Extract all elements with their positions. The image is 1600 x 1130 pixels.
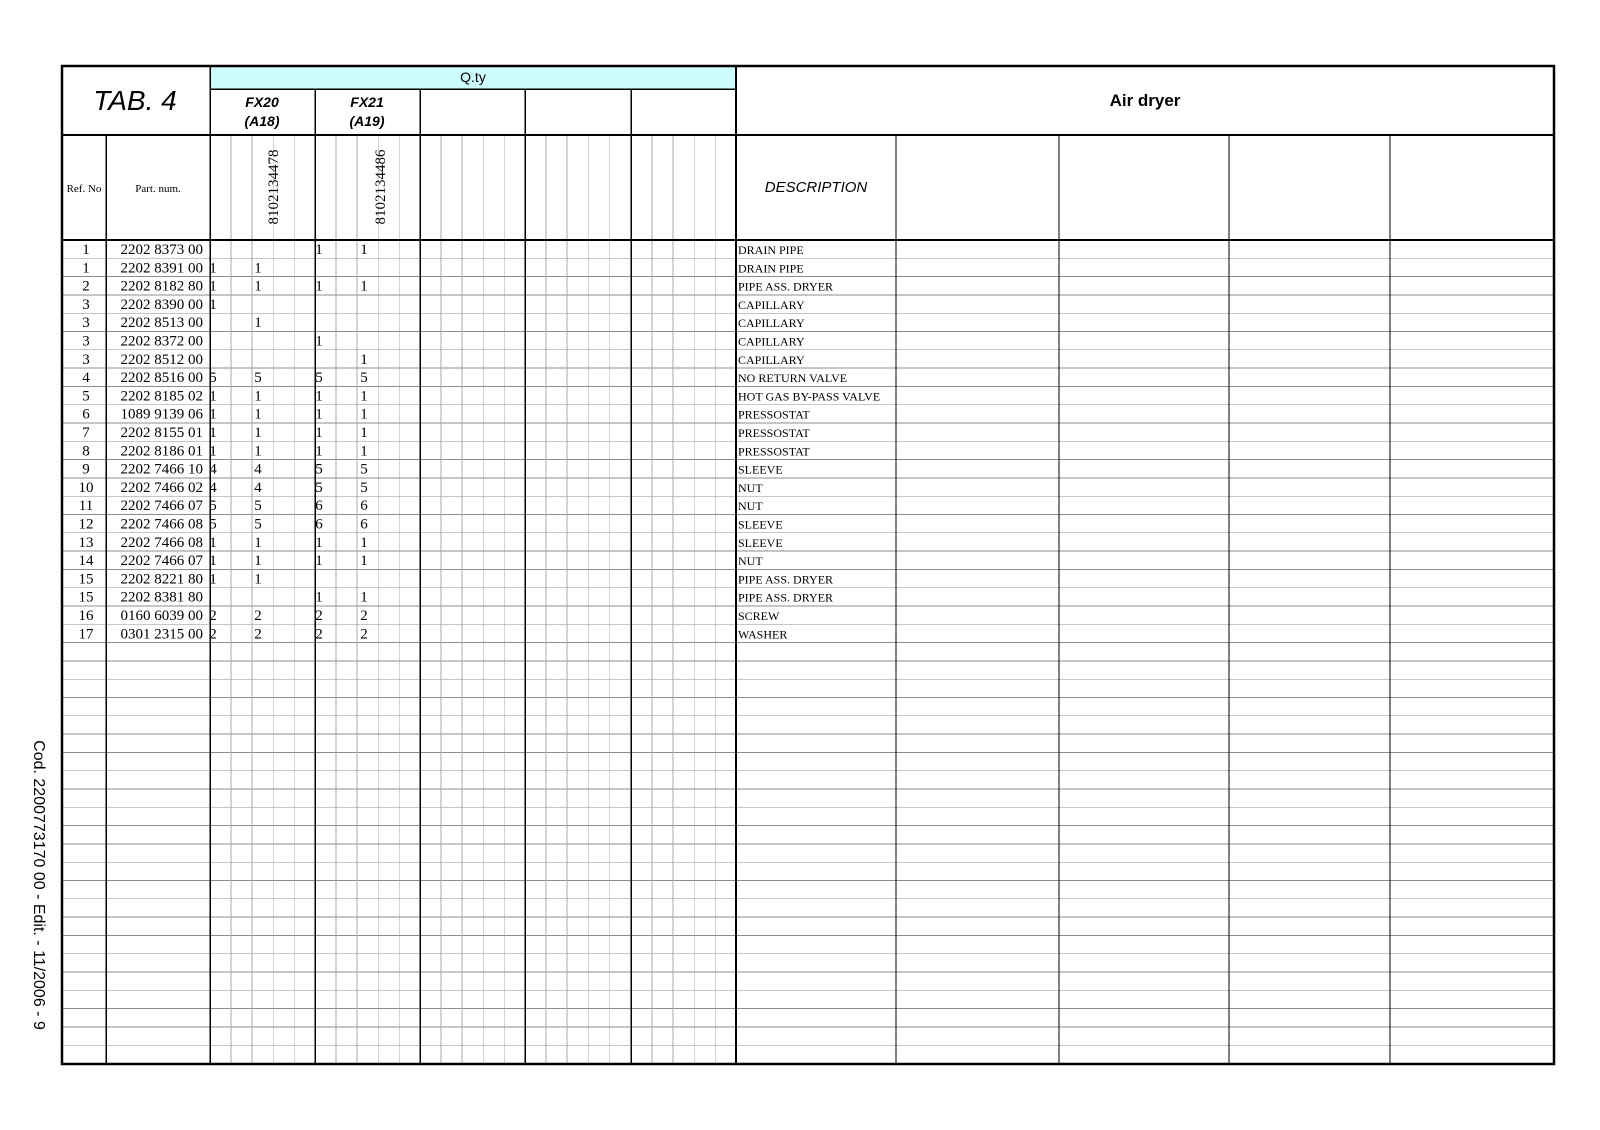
row-quantity: 1 bbox=[360, 406, 368, 423]
row-quantity: 1 bbox=[360, 278, 368, 295]
row-ref-no: 1 bbox=[82, 242, 90, 258]
table-row bbox=[82, 334, 805, 350]
row-description: SLEEVE bbox=[738, 535, 783, 550]
column-header-description: DESCRIPTION bbox=[764, 179, 868, 196]
row-quantity: 1 bbox=[254, 388, 262, 405]
row-part-number: 2202 8390 00 bbox=[120, 296, 203, 313]
row-description: CAPILLARY bbox=[738, 297, 805, 312]
row-ref-no: 8 bbox=[82, 443, 90, 460]
row-ref-no: 9 bbox=[82, 461, 90, 478]
row-quantity: 2 bbox=[254, 608, 262, 624]
row-quantity: 5 bbox=[315, 479, 323, 496]
row-part-number: 2202 7466 02 bbox=[120, 479, 203, 496]
row-quantity: 5 bbox=[209, 370, 217, 387]
row-description: NO RETURN VALVE bbox=[738, 371, 848, 386]
column-header-ref: Ref. No bbox=[66, 183, 102, 195]
row-quantity: 1 bbox=[254, 406, 262, 423]
parts-rows bbox=[79, 242, 881, 642]
row-quantity: 2 bbox=[360, 626, 368, 643]
table-row bbox=[79, 517, 783, 533]
row-part-number: 2202 7466 07 bbox=[120, 498, 203, 515]
row-ref-no: 17 bbox=[78, 626, 94, 643]
row-quantity: 1 bbox=[315, 242, 323, 258]
table-row bbox=[79, 626, 788, 642]
row-description: NUT bbox=[738, 480, 763, 495]
row-quantity: 2 bbox=[209, 626, 217, 643]
row-quantity: 5 bbox=[360, 370, 368, 387]
row-quantity: 4 bbox=[209, 479, 217, 496]
document-code: Cod. 2200773170 00 - Edit. - 11/2006 - 9 bbox=[30, 740, 47, 1030]
table-row bbox=[82, 315, 805, 331]
row-ref-no: 4 bbox=[82, 370, 90, 387]
row-ref-no: 1 bbox=[82, 260, 90, 277]
table-row bbox=[82, 462, 782, 478]
row-quantity: 1 bbox=[360, 242, 368, 258]
table-row bbox=[82, 260, 803, 276]
row-quantity: 1 bbox=[209, 534, 217, 551]
table-row bbox=[82, 407, 810, 423]
row-part-number: 2202 8373 00 bbox=[120, 242, 203, 258]
row-ref-no: 15 bbox=[78, 589, 94, 606]
row-ref-no: 13 bbox=[78, 534, 94, 551]
row-quantity: 6 bbox=[315, 516, 323, 533]
table-row bbox=[82, 297, 805, 313]
row-quantity: 6 bbox=[315, 498, 323, 515]
row-ref-no: 7 bbox=[82, 425, 90, 441]
row-quantity: 1 bbox=[209, 425, 217, 441]
row-part-number: 0301 2315 00 bbox=[120, 626, 203, 643]
column-header-part: Part. num. bbox=[135, 183, 181, 195]
model-name-fx21: FX21 bbox=[350, 94, 384, 110]
row-part-number: 2202 8186 01 bbox=[120, 443, 203, 460]
row-quantity: 2 bbox=[209, 608, 217, 624]
table-row bbox=[79, 590, 834, 606]
row-quantity: 5 bbox=[254, 370, 262, 387]
row-description: NUT bbox=[738, 554, 763, 569]
row-ref-no: 2 bbox=[82, 278, 90, 295]
row-quantity: 6 bbox=[360, 498, 368, 515]
row-part-number: 2202 8516 00 bbox=[120, 370, 203, 387]
row-description: CAPILLARY bbox=[738, 352, 805, 367]
row-quantity: 5 bbox=[254, 498, 262, 515]
row-description: DRAIN PIPE bbox=[738, 261, 804, 276]
row-quantity: 1 bbox=[254, 425, 262, 441]
row-quantity: 1 bbox=[315, 425, 323, 441]
row-part-number: 2202 8182 80 bbox=[120, 278, 203, 295]
row-quantity: 1 bbox=[315, 406, 323, 423]
row-description: PIPE ASS. DRYER bbox=[738, 590, 834, 605]
row-quantity: 2 bbox=[315, 608, 323, 624]
row-description: PRESSOSTAT bbox=[738, 426, 810, 440]
table-row bbox=[82, 242, 803, 258]
row-quantity: 1 bbox=[254, 443, 262, 460]
row-ref-no: 3 bbox=[82, 333, 90, 350]
row-description: CAPILLARY bbox=[738, 334, 805, 349]
row-quantity: 1 bbox=[315, 388, 323, 405]
row-quantity: 1 bbox=[254, 315, 262, 332]
serial-fx20: 8102134478 bbox=[266, 149, 282, 225]
row-quantity: 5 bbox=[360, 461, 368, 478]
row-part-number: 2202 8221 80 bbox=[120, 571, 203, 588]
row-quantity: 1 bbox=[315, 333, 323, 350]
row-quantity: 1 bbox=[209, 388, 217, 405]
row-quantity: 5 bbox=[209, 498, 217, 515]
row-part-number: 2202 8155 01 bbox=[120, 425, 203, 441]
row-description: CAPILLARY bbox=[738, 316, 805, 331]
row-quantity: 1 bbox=[315, 278, 323, 295]
row-part-number: 2202 7466 08 bbox=[120, 534, 203, 551]
row-quantity: 5 bbox=[209, 516, 217, 533]
row-quantity: 6 bbox=[360, 516, 368, 533]
row-quantity: 1 bbox=[209, 406, 217, 423]
row-quantity: 1 bbox=[209, 443, 217, 460]
row-quantity: 4 bbox=[254, 479, 262, 496]
serial-fx21: 8102134486 bbox=[373, 149, 389, 225]
row-quantity: 1 bbox=[315, 534, 323, 551]
row-description: PRESSOSTAT bbox=[738, 444, 810, 459]
row-description: SCREW bbox=[738, 609, 780, 623]
row-part-number: 1089 9139 06 bbox=[120, 406, 203, 423]
row-quantity: 5 bbox=[360, 479, 368, 496]
row-part-number: 2202 7466 08 bbox=[120, 516, 203, 533]
table-label: TAB. 4 bbox=[93, 85, 177, 116]
row-quantity: 4 bbox=[209, 461, 217, 478]
table-row bbox=[82, 370, 847, 386]
row-part-number: 2202 8372 00 bbox=[120, 333, 203, 350]
model-code-a18: (A18) bbox=[244, 113, 280, 129]
row-description: PIPE ASS. DRYER bbox=[738, 572, 834, 587]
page-title: Air dryer bbox=[1109, 91, 1181, 110]
row-quantity: 1 bbox=[360, 589, 368, 606]
table-row bbox=[79, 571, 834, 587]
row-quantity: 1 bbox=[360, 443, 368, 460]
row-description: WASHER bbox=[738, 627, 788, 642]
row-quantity: 1 bbox=[209, 296, 217, 313]
row-quantity: 1 bbox=[209, 260, 217, 277]
qty-header: Q.ty bbox=[460, 69, 486, 85]
model-name-fx20: FX20 bbox=[245, 94, 279, 110]
table-row bbox=[79, 553, 764, 569]
row-ref-no: 12 bbox=[78, 516, 94, 533]
row-quantity: 1 bbox=[360, 388, 368, 405]
table-row bbox=[82, 279, 833, 295]
row-ref-no: 6 bbox=[82, 406, 90, 423]
row-quantity: 1 bbox=[254, 260, 262, 277]
row-ref-no: 5 bbox=[82, 388, 90, 405]
table-row bbox=[82, 425, 810, 441]
row-description: NUT bbox=[738, 499, 763, 514]
table-row bbox=[79, 480, 764, 496]
row-quantity: 2 bbox=[360, 608, 368, 624]
row-quantity: 1 bbox=[360, 534, 368, 551]
table-row bbox=[79, 608, 781, 624]
row-quantity: 1 bbox=[315, 553, 323, 570]
row-description: PRESSOSTAT bbox=[738, 407, 810, 422]
row-description: SLEEVE bbox=[738, 462, 783, 477]
row-quantity: 1 bbox=[209, 553, 217, 570]
row-part-number: 2202 8512 00 bbox=[120, 351, 203, 368]
row-quantity: 2 bbox=[315, 626, 323, 643]
row-quantity: 1 bbox=[209, 278, 217, 295]
row-quantity: 1 bbox=[209, 571, 217, 588]
row-description: PIPE ASS. DRYER bbox=[738, 279, 834, 294]
table-row bbox=[82, 443, 810, 459]
row-quantity: 1 bbox=[315, 589, 323, 606]
row-quantity: 1 bbox=[254, 278, 262, 295]
row-quantity: 1 bbox=[360, 351, 368, 368]
row-quantity: 1 bbox=[254, 553, 262, 570]
row-part-number: 2202 7466 07 bbox=[120, 553, 203, 570]
row-description: HOT GAS BY-PASS VALVE bbox=[738, 389, 881, 404]
row-ref-no: 14 bbox=[78, 553, 94, 570]
table-row bbox=[82, 388, 880, 404]
row-description: DRAIN PIPE bbox=[738, 243, 804, 257]
row-quantity: 1 bbox=[254, 571, 262, 588]
row-part-number: 2202 7466 10 bbox=[120, 461, 203, 478]
row-ref-no: 16 bbox=[78, 608, 94, 624]
row-quantity: 5 bbox=[315, 461, 323, 478]
table-frame bbox=[62, 66, 1554, 1064]
row-ref-no: 3 bbox=[82, 351, 90, 368]
row-part-number: 2202 8391 00 bbox=[120, 260, 203, 277]
row-ref-no: 11 bbox=[78, 498, 94, 515]
row-part-number: 2202 8513 00 bbox=[120, 315, 203, 332]
model-code-a19: (A19) bbox=[349, 113, 385, 129]
row-ref-no: 15 bbox=[78, 571, 94, 588]
row-quantity: 1 bbox=[360, 425, 368, 441]
row-quantity: 2 bbox=[254, 626, 262, 643]
row-part-number: 0160 6039 00 bbox=[120, 608, 203, 624]
table-row bbox=[79, 535, 783, 551]
row-quantity: 4 bbox=[254, 461, 262, 478]
header-lines bbox=[62, 66, 1554, 1064]
row-description: SLEEVE bbox=[738, 517, 783, 532]
row-quantity: 1 bbox=[254, 534, 262, 551]
row-quantity: 1 bbox=[315, 443, 323, 460]
row-ref-no: 10 bbox=[78, 479, 94, 496]
row-ref-no: 3 bbox=[82, 296, 90, 313]
row-quantity: 5 bbox=[254, 516, 262, 533]
table-row bbox=[82, 352, 805, 368]
row-quantity: 5 bbox=[315, 370, 323, 387]
row-quantity: 1 bbox=[360, 553, 368, 570]
row-ref-no: 3 bbox=[82, 315, 90, 332]
table-row bbox=[79, 498, 764, 514]
row-part-number: 2202 8185 02 bbox=[120, 388, 203, 405]
row-part-number: 2202 8381 80 bbox=[120, 589, 203, 606]
